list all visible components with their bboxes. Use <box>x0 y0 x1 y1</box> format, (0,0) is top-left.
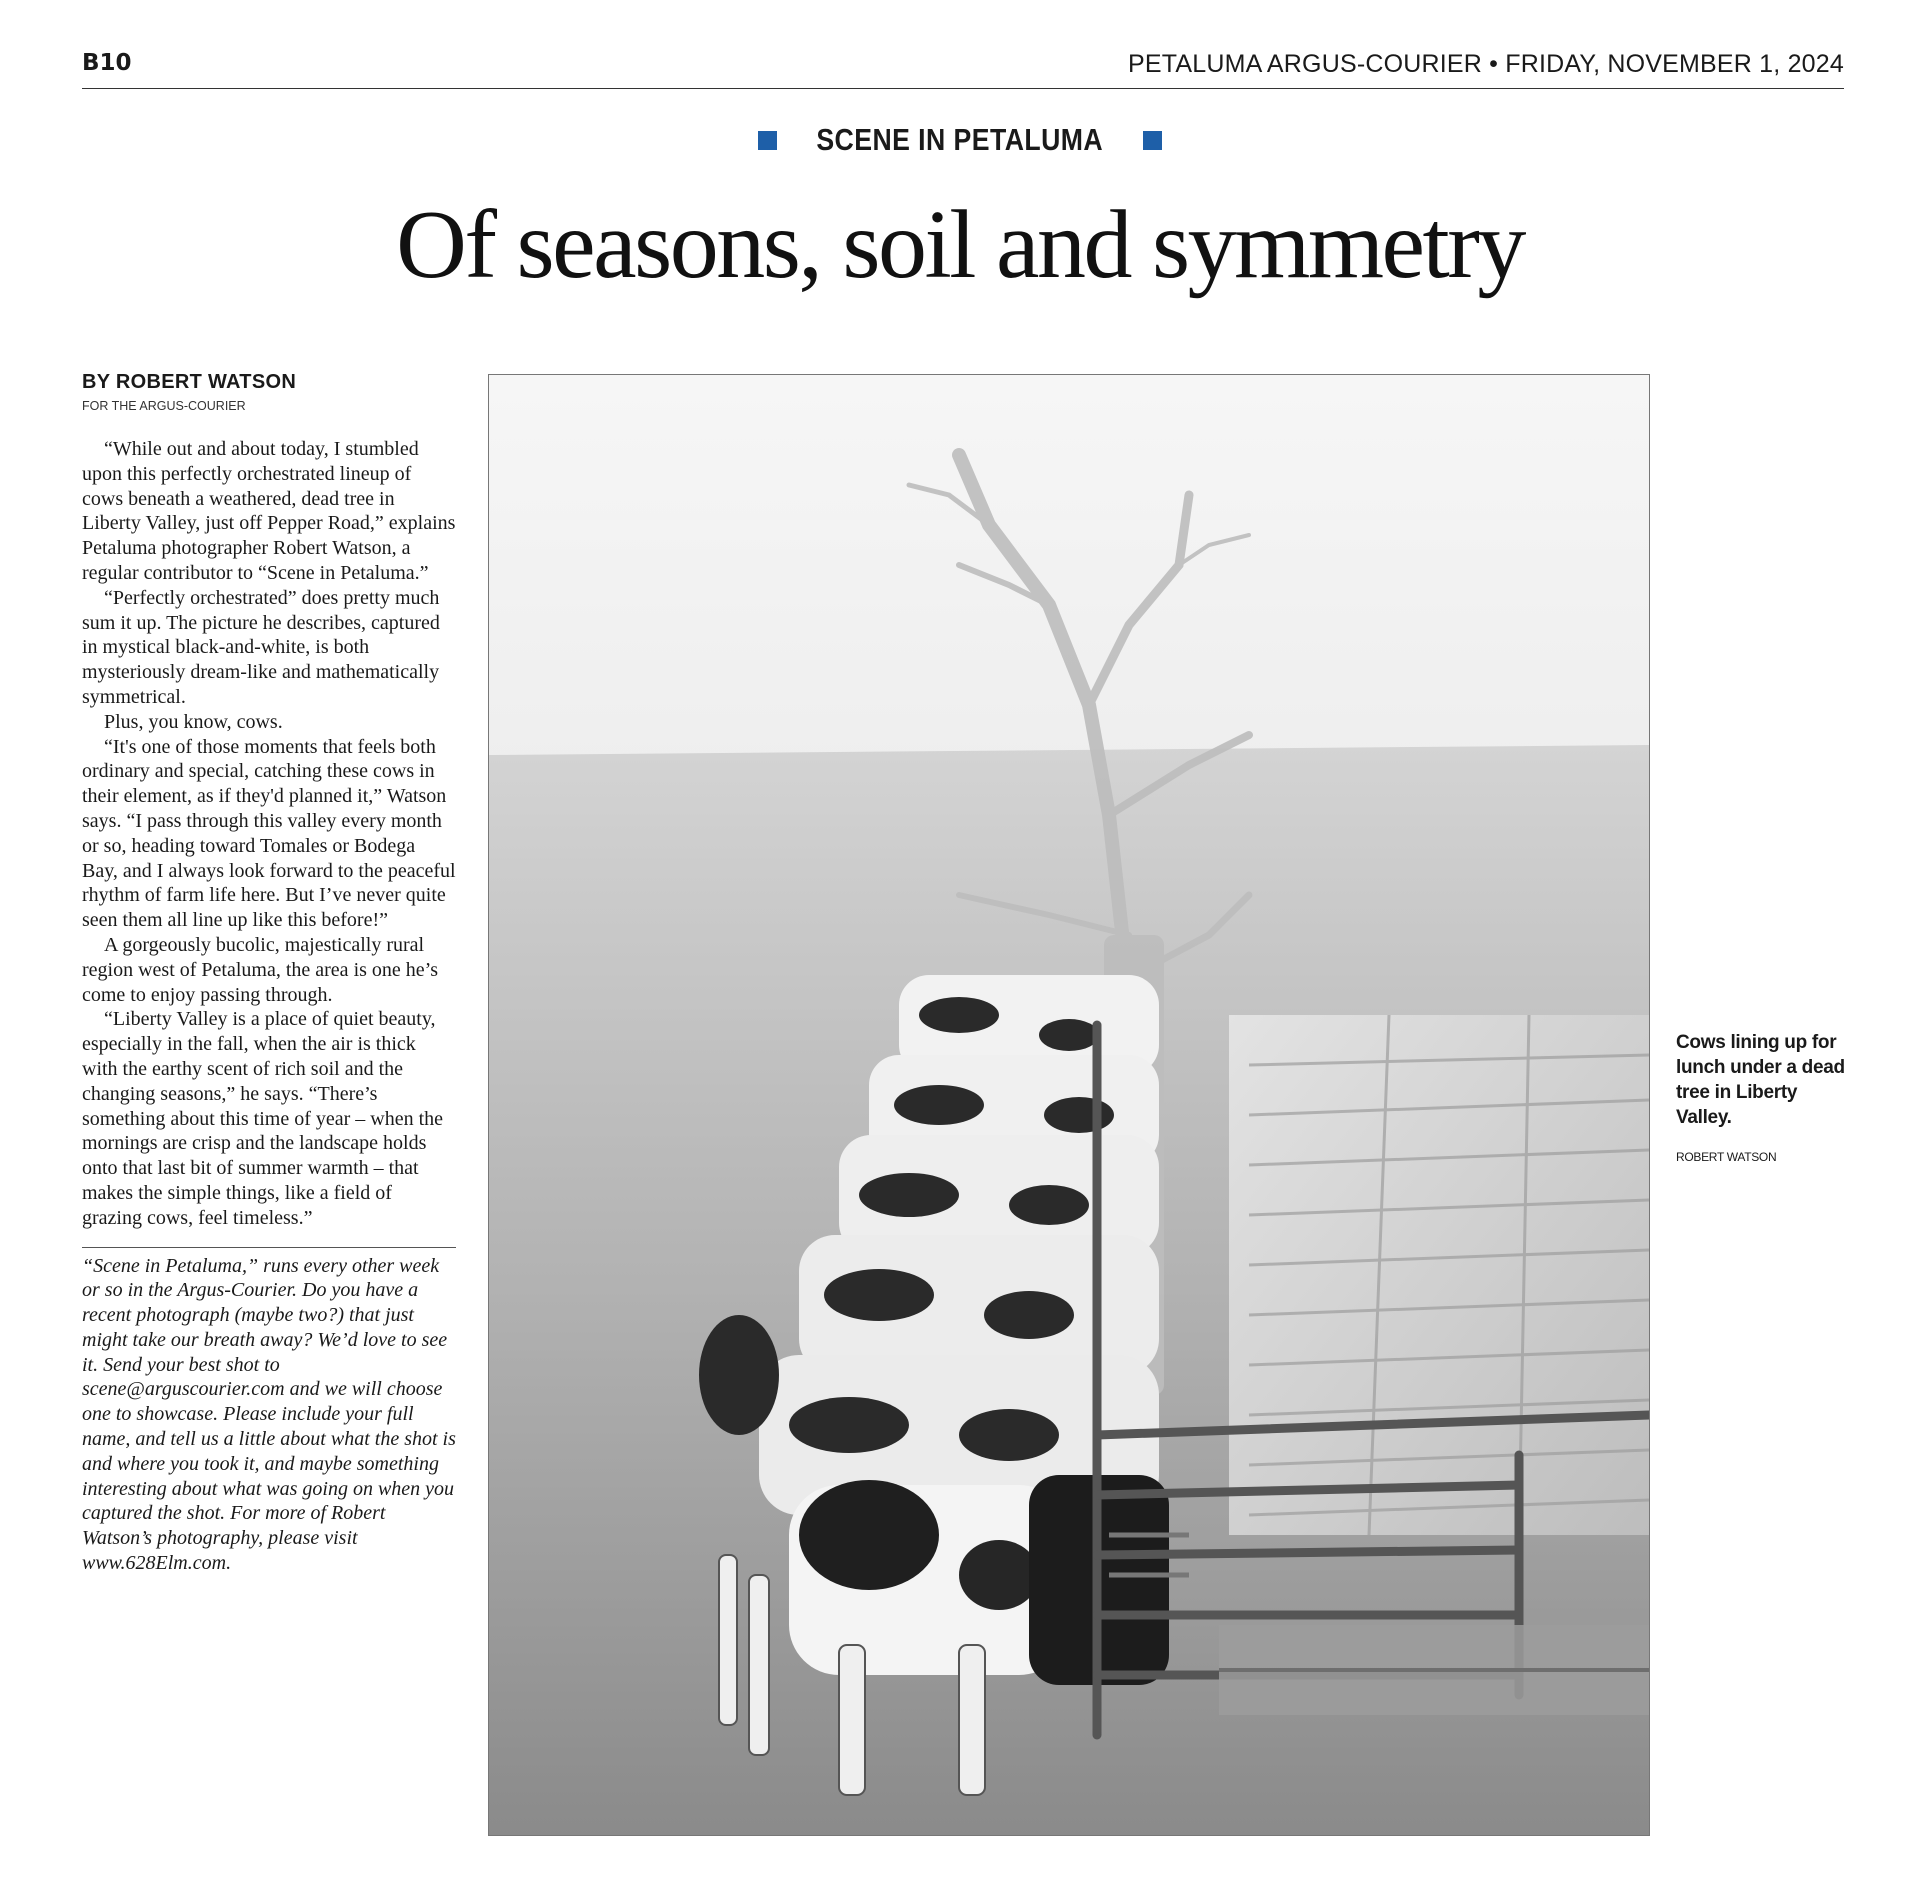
paper-dateline: PETALUMA ARGUS-COURIER • FRIDAY, NOVEMBER 1, 2024 <box>1128 50 1844 78</box>
paragraph: “While out and about today, I stumbled upon this perfectly orchestrated lineup of cows beneath a weathered, dead tree in Liberty Valley, just off Pepper Road,” explains Petaluma photographer Robert Watson, a regular contributor to “Scene in Petaluma.” <box>82 438 456 584</box>
section-kicker <box>0 118 1920 162</box>
divider <box>82 1247 456 1248</box>
paragraph: Plus, you know, cows. <box>104 710 283 733</box>
photo-credit: ROBERT WATSON <box>1676 1150 1777 1164</box>
article-body <box>82 437 456 1231</box>
square-bullet-icon <box>1143 131 1162 150</box>
byline: BY ROBERT WATSON <box>82 371 297 393</box>
paragraph: A gorgeously bucolic, majestically rural region west of Petaluma, the area is one he’s come to enjoy passing through. <box>82 933 438 1006</box>
article-column <box>82 370 456 1576</box>
headline: Of seasons, soil and symmetry <box>396 191 1524 299</box>
paragraph: “Liberty Valley is a place of quiet beauty, especially in the fall, when the air is thick with the earthy scent of rich soil and the changing seasons,” he says. “There’s something about this time of year – when the mornings are crisp and the landscape holds onto that last bit of summer warmth – that makes the simple things, like a field of grazing cows, feel timeless.” <box>82 1008 444 1229</box>
square-bullet-icon <box>758 131 777 150</box>
page-folio <box>82 48 1844 89</box>
submission-note: “Scene in Petaluma,” runs every other week or so in the Argus-Courier. Do you have a recent photograph (maybe two?) that just might take our breath away? We’d love to see it. Send your best shot to scene@arguscourier.com and we will choose one to showcase. Please include your full name, and tell us a little about what the shot is and where you took it, and maybe something interesting about what was going on when you captured the shot. For more of Robert Watson’s photography, please visit www.628Elm.com. <box>82 1254 456 1575</box>
feature-photo <box>488 374 1650 1836</box>
byline-credit: FOR THE ARGUS-COURIER <box>82 399 246 413</box>
paragraph: “It's one of those moments that feels both ordinary and special, catching these cows in their element, as if they'd planned it,” Watson says. “I pass through this valley every month or so, heading toward Tomales or Bodega Bay, and I always look forward to the peaceful rhythm of farm life here. But I’ve never quite seen them all line up like this before!” <box>82 735 456 932</box>
paragraph: “Perfectly orchestrated” does pretty much sum it up. The picture he describes, captured in mystical black-and-white, is both mysteriously dream-like and mathematically symmetrical. <box>82 586 440 708</box>
page-number: B10 <box>82 50 132 76</box>
photo-caption: Cows lining up for lunch under a dead tree in Liberty Valley. <box>1676 1032 1845 1128</box>
cows-under-tree-photo <box>489 375 1649 1835</box>
section-label: SCENE IN PETALUMA <box>816 122 1104 157</box>
